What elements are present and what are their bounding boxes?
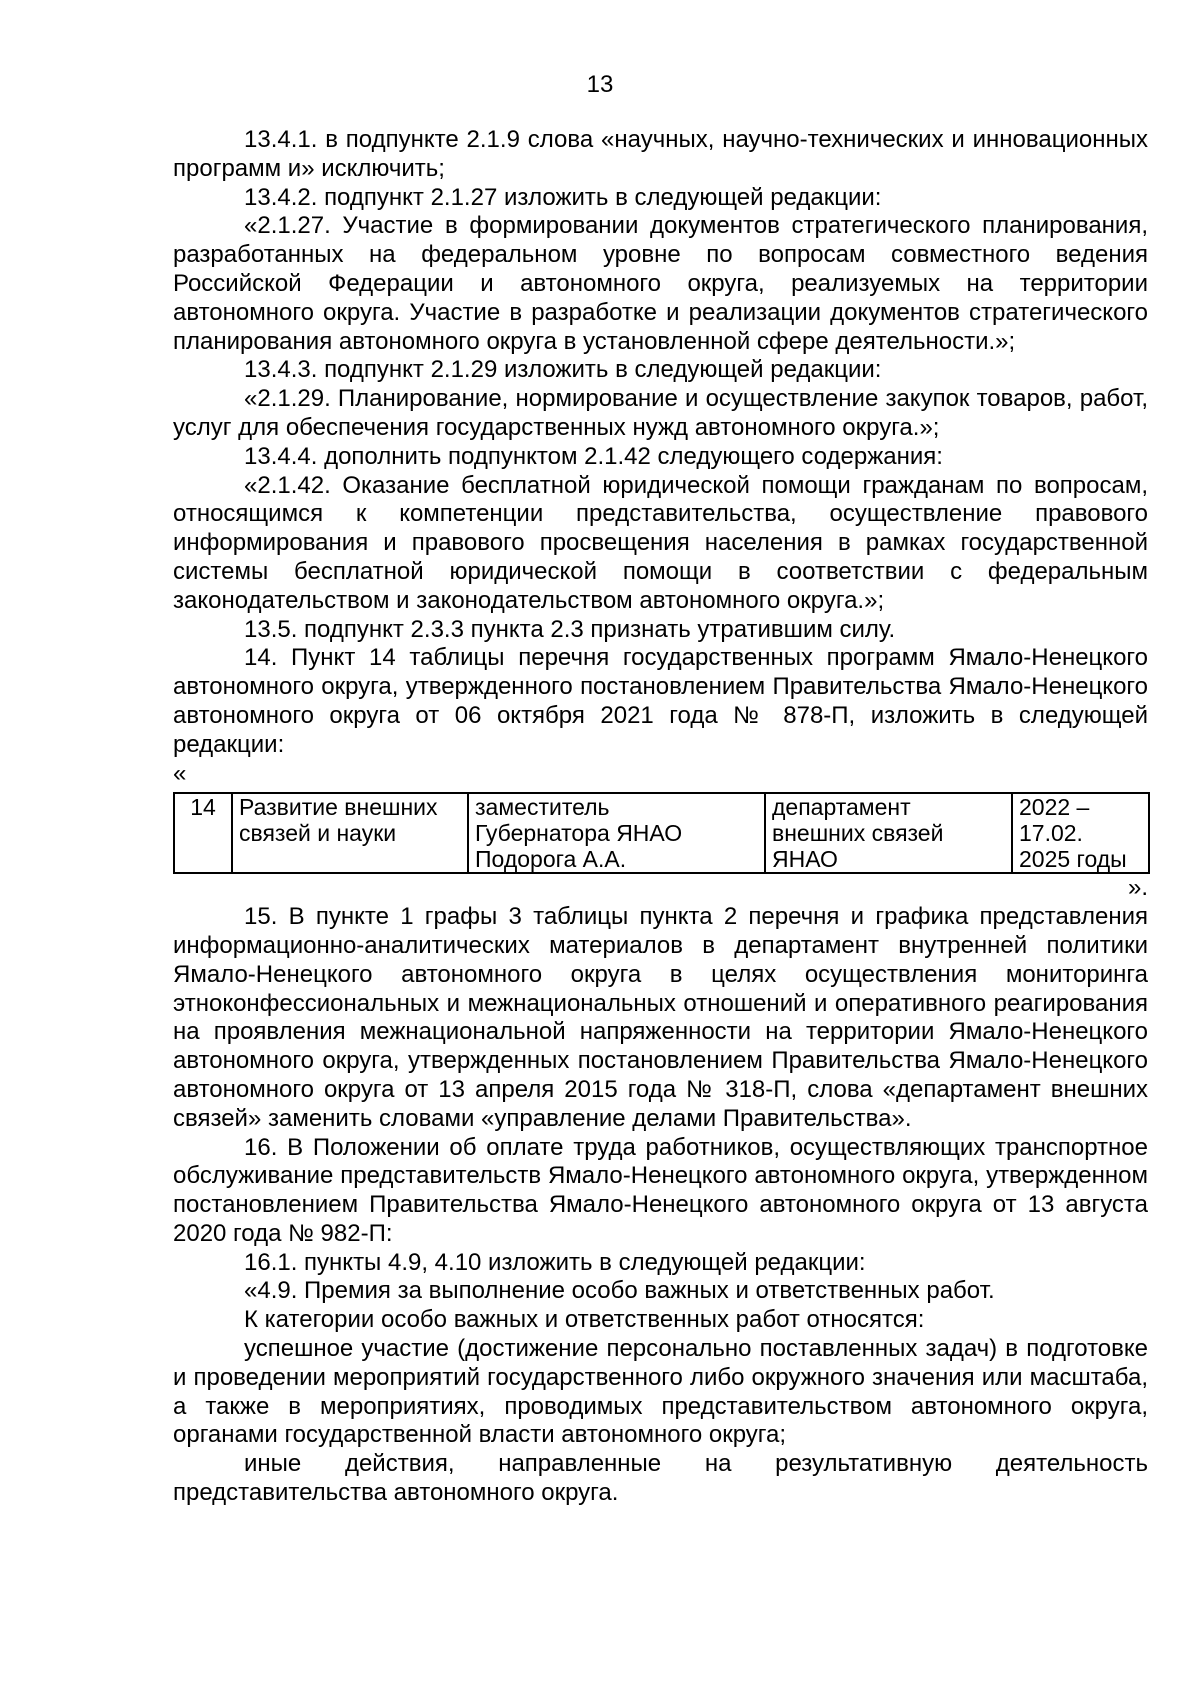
cell-line: внешних связей — [772, 820, 944, 847]
table-row — [174, 793, 1149, 873]
cell-line: Губернатора ЯНАО — [475, 820, 683, 847]
cell-line: связей и науки — [239, 820, 397, 847]
paragraph-successful-participation: успешное участие (достижение персонально поставленных задач) в подготовке и проведении мероприятий государственного либо окружного значения или масштаба, а также в мероприятиях, проводимых представительством автономного округа, органами государственной власти автономного округа; — [173, 1335, 1148, 1449]
paragraph-13-5: 13.5. подпункт 2.3.3 пункта 2.3 признать утратившим силу. — [244, 615, 896, 643]
cell-line: 14 — [190, 794, 216, 821]
cell-executor — [765, 793, 1012, 873]
paragraph-2-1-29-quote: «2.1.29. Планирование, нормирование и осуществление закупок товаров, работ, услуг для обеспечения государственных нужд автономного округа.»; — [173, 385, 1148, 441]
paragraph-13-4-4: 13.4.4. дополнить подпунктом 2.1.42 следующего содержания: — [244, 442, 943, 470]
page-number: 13 — [586, 71, 614, 98]
paragraph-other-actions: иные действия, направленные на результативную деятельность представительства автономного округа. — [173, 1450, 1148, 1507]
cell-line: 17.02. — [1019, 820, 1083, 847]
paragraph-16-1: 16.1. пункты 4.9, 4.10 изложить в следующей редакции: — [244, 1248, 866, 1276]
paragraph-2-1-27-quote: «2.1.27. Участие в формировании документов стратегического планирования, разработанных на федеральном уровне по вопросам совместного ведения Российской Федерации и автономного округа, реализуемых на территории автономного округа. Участие в разработке и реализации документов стратегического планирования автономного округа в установленной сфере деятельности.»; — [173, 212, 1148, 355]
paragraph-14: 14. Пункт 14 таблицы перечня государственных программ Ямало-Ненецкого автономного округа, утвержденного постановлением Правительства Ямало-Ненецкого автономного округа от 06 октября 2021 года № 878-П, изложить в следующей редакции: — [173, 644, 1148, 758]
paragraph-4-9-quote: «4.9. Премия за выполнение особо важных и ответственных работ. — [244, 1277, 995, 1305]
cell-program — [232, 793, 468, 873]
table-quote-open: « — [173, 759, 187, 787]
cell-line: Развитие внешних — [239, 794, 438, 821]
paragraph-13-4-1: 13.4.1. в подпункте 2.1.9 слова «научных, научно-технических и инновационных программ и» исключить; — [173, 126, 1148, 182]
paragraph-2-1-42-quote: «2.1.42. Оказание бесплатной юридической помощи гражданам по вопросам, относящимся к компетенции представительства, осуществление правового информирования и правового просвещения населения в рамках государственной системы бесплатной юридической помощи в соответствии с федеральным законодательством и законодательством автономного округа.»; — [173, 471, 1148, 614]
paragraph-13-4-2: 13.4.2. подпункт 2.1.27 изложить в следующей редакции: — [244, 183, 882, 211]
cell-line: заместитель — [475, 794, 610, 821]
paragraph-16: 16. В Положении об оплате труда работников, осуществляющих транспортное обслуживание представительств Ямало-Ненецкого автономного округа, утвержденном постановлением Правительства Ямало-Ненецкого автономного округа от 13 августа 2020 года № 982-П: — [173, 1133, 1148, 1247]
programs-table — [173, 792, 1150, 874]
cell-curator — [468, 793, 765, 873]
document-body — [173, 126, 1148, 1508]
cell-line: департамент — [772, 794, 911, 821]
cell-line: 2025 годы — [1019, 846, 1127, 873]
paragraph-15: 15. В пункте 1 графы 3 таблицы пункта 2 перечня и графика представления информационно-аналитических материалов в департамент внутренней политики Ямало-Ненецкого автономного округа в целях осуществления мониторинга этноконфессиональных и межнациональных отношений и оперативного реагирования на проявления межнациональной напряженности на территории Ямало-Ненецкого автономного округа, утвержденных постановлением Правительства Ямало-Ненецкого автономного округа от 13 апреля 2015 года № 318-П, слова «департамент внешних связей» заменить словами «управление делами Правительства». — [173, 903, 1148, 1132]
cell-line: 2022 – — [1019, 794, 1090, 821]
paragraph-13-4-3: 13.4.3. подпункт 2.1.29 изложить в следующей редакции: — [244, 356, 882, 384]
paragraph-categories: К категории особо важных и ответственных работ относятся: — [244, 1306, 925, 1334]
cell-line: Подорога А.А. — [475, 846, 627, 873]
cell-number — [174, 793, 232, 873]
table-quote-close: ». — [1127, 874, 1148, 902]
cell-line: ЯНАО — [772, 846, 838, 873]
cell-period — [1012, 793, 1149, 873]
